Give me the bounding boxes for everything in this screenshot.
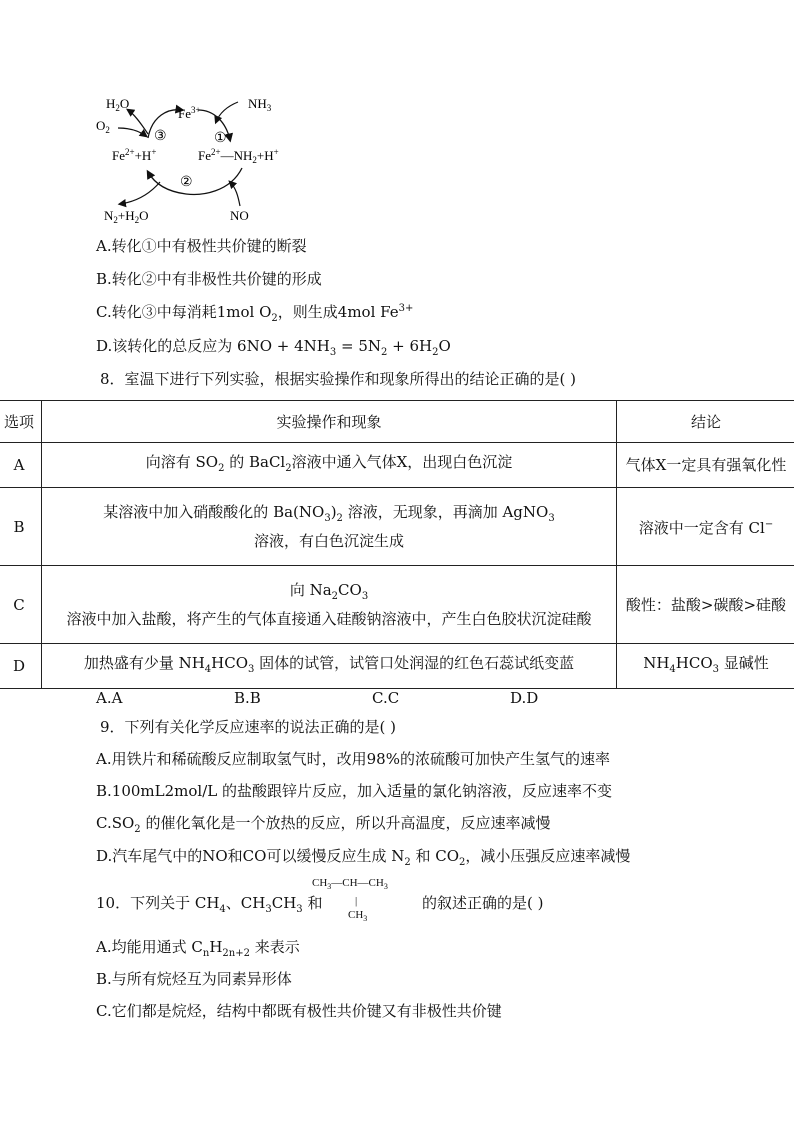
row-d-operation: 加热盛有少量 $NH_4HCO_3$ 固体的试管，试管口处润湿的红色石蕊试纸变蓝 (42, 644, 617, 689)
row-c-option: C (0, 566, 42, 644)
q7-c-mid: 1mol O (216, 303, 272, 321)
q7-d-pre: D.该转化的总反应为 (96, 337, 233, 355)
q10-option-b: B.与所有烷烃互为同素异形体 (96, 970, 292, 988)
q7-c-pre: C.转化③中每消耗 (96, 303, 217, 321)
q8-stem: 8．室温下进行下列实验，根据实验操作和现象所得出的结论正确的是( ) (100, 370, 577, 388)
q10-option-a: A.均能用通式 $C_nH_{2n+2}$ 来表示 (96, 938, 300, 959)
label-h2o: $H_2O$ (106, 96, 130, 113)
q7-option-c: C.转化③中每消耗1mol $O_2$，则生成4mol $Fe^{3+}$ (96, 303, 414, 324)
q9-option-d: D.汽车尾气中的NO和CO可以缓慢反应生成 $N_2$ 和 $CO_2$，减小压强反应速率减慢 (96, 847, 631, 868)
label-right-species: $Fe^{2+}—NH_2+H^+$ (198, 147, 279, 165)
row-d-option: D (0, 644, 42, 689)
row-c-conclusion: 酸性：盐酸>碳酸>硅酸 (617, 566, 794, 644)
label-left-species: $Fe^{2+}+H^+$ (112, 147, 157, 163)
q10-stem-post: 的叙述正确的是( ) (422, 894, 544, 912)
q7-option-d: D.该转化的总反应为 $6NO + 4NH_3 = 5N_2 + 6H_2O$ (96, 337, 451, 358)
q9-stem: 9．下列有关化学反应速率的说法正确的是( ) (100, 718, 397, 736)
label-n2h2o: $N_2+H_2O$ (104, 208, 149, 225)
q7-c-after: ，则生成 (277, 303, 338, 321)
label-circle3: ③ (154, 129, 167, 144)
row-b-option: B (0, 488, 42, 566)
label-circle2: ② (180, 175, 193, 190)
q9-option-c: $C.SO_2$ 的催化氧化是一个放热的反应，所以升高温度，反应速率减慢 (96, 814, 551, 835)
reaction-cycle-diagram (90, 88, 290, 228)
q7-option-a: A.转化①中有极性共价键的断裂 (96, 237, 307, 255)
q9-option-a: A.用铁片和稀硫酸反应制取氢气时，改用98%的浓硫酸可加快产生氢气的速率 (96, 750, 610, 768)
header-option: 选项 (0, 401, 42, 443)
row-c-operation-line2: 溶液中加入盐酸，将产生的气体直接通入硅酸钠溶液中，产生白色胶状沉淀硅酸 (66, 610, 592, 628)
cycle-arc-bottom (148, 168, 242, 194)
q8-choice-d: D.D (510, 689, 539, 707)
header-operation: 实验操作和现象 (42, 401, 617, 443)
table-row (0, 644, 794, 689)
row-a-operation: 向溶有 $SO_2$ 的 BaCl$_2$溶液中通入气体X，出现白色沉淀 (42, 443, 617, 488)
q10-option-c: C.它们都是烷烃，结构中都既有极性共价键又有非极性共价键 (96, 1002, 502, 1020)
q10-stem: 10．下列关于 $CH_4$、$CH_3CH_3$ 和 (96, 894, 323, 915)
q7-option-b: B.转化②中有非极性共价键的形成 (96, 270, 322, 288)
q9-option-b: B.100mL2mol/L 的盐酸跟锌片反应，加入适量的氯化钠溶液，反应速率不变 (96, 782, 612, 800)
arrow-n2h2o-out (120, 182, 160, 204)
arrow-h2o-out (128, 110, 148, 134)
table-row (0, 443, 794, 488)
q8-choice-b: B.B (234, 689, 261, 707)
q8-choice-a: A.A (96, 689, 123, 707)
table-row (0, 566, 794, 644)
q7-c-val: 4mol Fe (337, 303, 399, 321)
header-conclusion: 结论 (617, 401, 794, 443)
label-circle1: ① (214, 131, 227, 146)
arrow-no-in (230, 182, 240, 206)
row-d-conclusion: $NH_4HCO_3$ 显碱性 (617, 644, 794, 689)
row-a-option: A (0, 443, 42, 488)
label-o2: $O_2$ (96, 118, 110, 135)
label-fe3: $Fe^{3+}$ (178, 105, 201, 121)
row-a-conclusion: 气体X一定具有强氧化性 (617, 443, 794, 488)
row-b-operation: 某溶液中加入硝酸酸化的 $Ba(NO_3)_2$ 溶液，无现象，再滴加 AgNO$_3$ 溶液，有白色沉淀生成 (42, 488, 617, 566)
row-c-operation: 向 $Na_2CO_3$ 溶液中加入盐酸，将产生的气体直接通入硅酸钠溶液中，产生白色胶状沉淀硅酸 (42, 566, 617, 644)
table-row (0, 488, 794, 566)
q8-table (0, 400, 794, 689)
arrow-o2-in (118, 128, 146, 136)
row-b-conclusion: 溶液中一定含有 Cl− (617, 488, 794, 566)
label-no: NO (230, 208, 249, 223)
q8-choice-c: C.C (372, 689, 400, 707)
label-nh3: $NH_3$ (248, 96, 272, 113)
q10-structure: $CH_3—CH—CH_3$ | $CH_3$ (312, 877, 388, 924)
